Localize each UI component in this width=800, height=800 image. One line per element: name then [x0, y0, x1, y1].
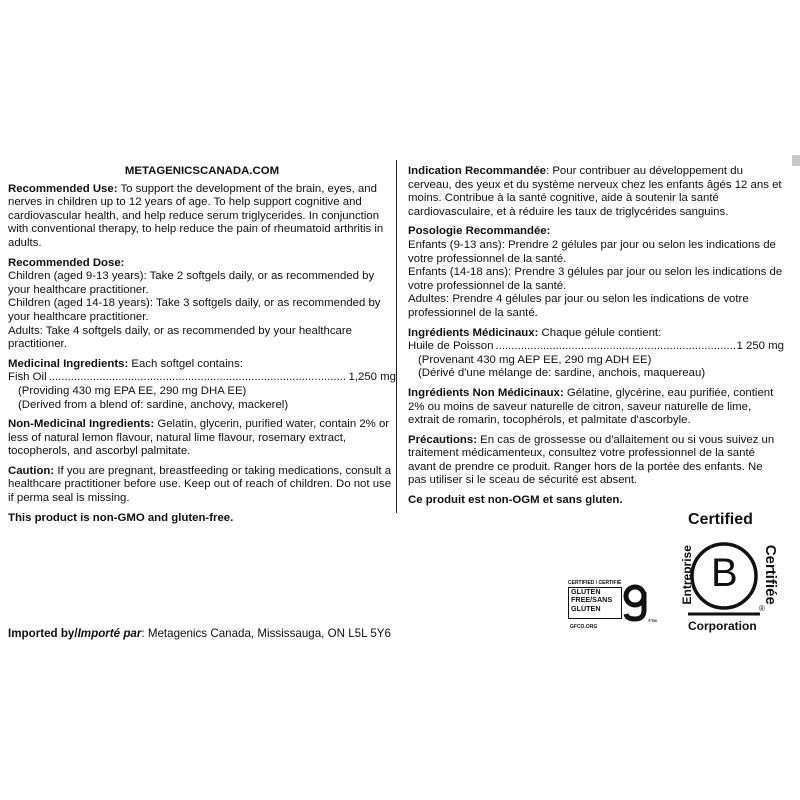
caution-text: If you are pregnant, breastfeeding or taking medications, consult a healthcare practitioner before use. Keep out of reach of children. Do not use if perma seal is missing. [8, 464, 392, 505]
non-medicinal-ingredients [8, 418, 396, 459]
website-heading: METAGENICSCANADA.COM [124, 165, 280, 177]
ingredients-medicinaux-label: Ingrédients Médicinaux: [408, 326, 539, 339]
posologie-enfants-9-13: Enfants (9-13 ans): Prendre 2 gélules par jour ou selon les indications de votre professionnel de la santé. [408, 238, 776, 265]
ingredients-non-medicinaux [408, 387, 784, 428]
posologie-label: Posologie Recommandée: [408, 225, 551, 238]
huile-line [408, 340, 784, 354]
posologie-enfants-14-18: Enfants (14-18 ans): Prendre 3 gélules par jour ou selon les indications de votre professionnel de la santé. [408, 266, 783, 292]
recommended-use-text: To support the development of the brain, eyes, and nerves in children up to 12 years of age. To help support cognitive and cardiovascular health, and help reduce serum triglycerides. In conjunction with conventional therapy, to help reduce the pain of rheumatoid arthritis in adults. [8, 182, 384, 249]
ingredients-medicinaux [408, 327, 784, 381]
caution [8, 465, 396, 506]
gluten-g-symbol-icon [622, 582, 652, 622]
providing-text: (Providing 430 mg EPA EE, 290 mg DHA EE) [18, 384, 247, 397]
medicinal-ingredients-label: Medicinal Ingredients: [8, 357, 129, 370]
b-corp-corporation-text: Corporation [688, 619, 757, 633]
gluten-certified-text: CERTIFIED / CERTIFIÉ [568, 580, 622, 586]
english-column [8, 165, 396, 531]
b-corp-certified-text: Certified [688, 511, 753, 528]
indication-text: : Pour contribuer au développement du cerveau, des yeux et du système nerveux chez les enfants âgés 12 ans et moins. Contribue à la santé cognitive, aide à soutenir la santé cardiovasculaire, et à réduire les taux de triglycérides sanguins. [408, 165, 782, 218]
dose-children-14-18: Children (aged 14-18 years): Take 3 softgels daily, or as recommended by your healthcare practitioner. [8, 297, 381, 323]
dose-children-9-13: Children (aged 9-13 years): Take 2 softgels daily, or as recommended by your healthcare practitioner. [8, 270, 375, 296]
gfco-url: GFCO.ORG [570, 624, 598, 630]
scrollbar-tab[interactable] [792, 155, 800, 166]
non-gmo-statement: This product is non-GMO and gluten-free. [8, 511, 234, 524]
medicinal-ingredients-text: Each softgel contains: [128, 357, 243, 370]
non-medicinal-label: Non-Medicinal Ingredients: [8, 418, 155, 431]
recommended-use [8, 183, 396, 251]
gluten-line3: GLUTEN [571, 603, 601, 613]
gluten-text-box [568, 587, 622, 619]
b-corp-certifiee-text: Certifiée [761, 544, 779, 605]
imported-by-label: Imported by/ [8, 627, 78, 640]
leader-dots [495, 340, 734, 354]
recommended-dose [8, 257, 396, 352]
gluten-line1: GLUTEN [571, 587, 601, 596]
precautions-label: Précautions: [408, 433, 477, 446]
importe-par-label: Importé par [77, 627, 142, 640]
indication-label: Indication Recommandée [408, 165, 546, 177]
derive-text: (Dérivé d'une mélange de: sardine, anchois, maquereau) [418, 367, 706, 380]
huile-label: Huile de Poisson [408, 340, 494, 353]
b-corp-registered-mark: ® [759, 604, 765, 613]
importer-address: Metagenics Canada, Mississauga, ON L5L 5Y6 [147, 627, 391, 640]
precautions-text: En cas de grossesse ou d'allaitement ou si vous suivez un traitement médicamenteux, consultez votre professionnel de la santé avant de prendre ce produit. Ranger hors de la portée des enfants. Ne pas utiliser si le sceau de sécurité est absent. [408, 433, 775, 487]
fish-oil-amount: 1,250 mg [348, 371, 396, 384]
recommended-use-label: Recommended Use: [8, 182, 118, 195]
importer-line [8, 627, 391, 641]
derived-text: (Derived from a blend of: sardine, anchovy, mackerel) [18, 398, 289, 411]
provenant-text: (Provenant 430 mg AEP EE, 290 mg ADH EE) [418, 353, 652, 366]
gluten-trademark: ®TM [648, 618, 657, 623]
gluten-line2: FREE/SANS [571, 595, 613, 605]
fish-oil-label: Fish Oil [8, 371, 47, 384]
dose-adults: Adults: Take 4 softgels daily, or as recommended by your healthcare practitioner. [8, 324, 353, 351]
french-column [408, 165, 784, 514]
precautions [408, 434, 784, 488]
huile-amount: 1 250 mg [736, 340, 784, 353]
fish-oil-line [8, 371, 396, 385]
non-medicinal-text: Gelatin, glycerin, purified water, contain 2% or less of natural lemon flavour, natural lime flavour, rosemary extract, tocopherols, and ascorbyl palmitate. [8, 418, 390, 458]
non-ogm-statement: Ce produit est non-OGM et sans gluten. [408, 494, 623, 507]
gluten-free-logo [568, 580, 668, 636]
recommended-dose-label: Recommended Dose: [8, 256, 125, 269]
column-divider [396, 160, 397, 513]
posologie [408, 225, 784, 320]
importer-colon: : [141, 627, 148, 640]
leader-dots [49, 371, 347, 385]
medicinal-ingredients [8, 358, 396, 412]
caution-label: Caution: [8, 464, 55, 477]
posologie-adultes: Adultes: Prendre 4 gélules par jour ou selon les indications de votre professionnel de la santé. [408, 293, 749, 319]
b-corp-entreprise-text: Entreprise [680, 545, 695, 605]
b-corp-logo [664, 508, 784, 638]
ingredients-non-medicinaux-text: Gélatine, glycérine, eau purifiée, contient 2% ou moins de saveur naturelle de citron, saveur naturelle de lime, extrait de romarin, tocophérols, et palmitate d'ascorbyle. [408, 386, 774, 427]
b-letter: B [711, 551, 738, 595]
ingredients-non-medicinaux-label: Ingrédients Non Médicinaux: [408, 386, 564, 399]
ingredients-medicinaux-text: Chaque gélule contient: [538, 326, 662, 339]
indication-recommandee [408, 165, 784, 219]
